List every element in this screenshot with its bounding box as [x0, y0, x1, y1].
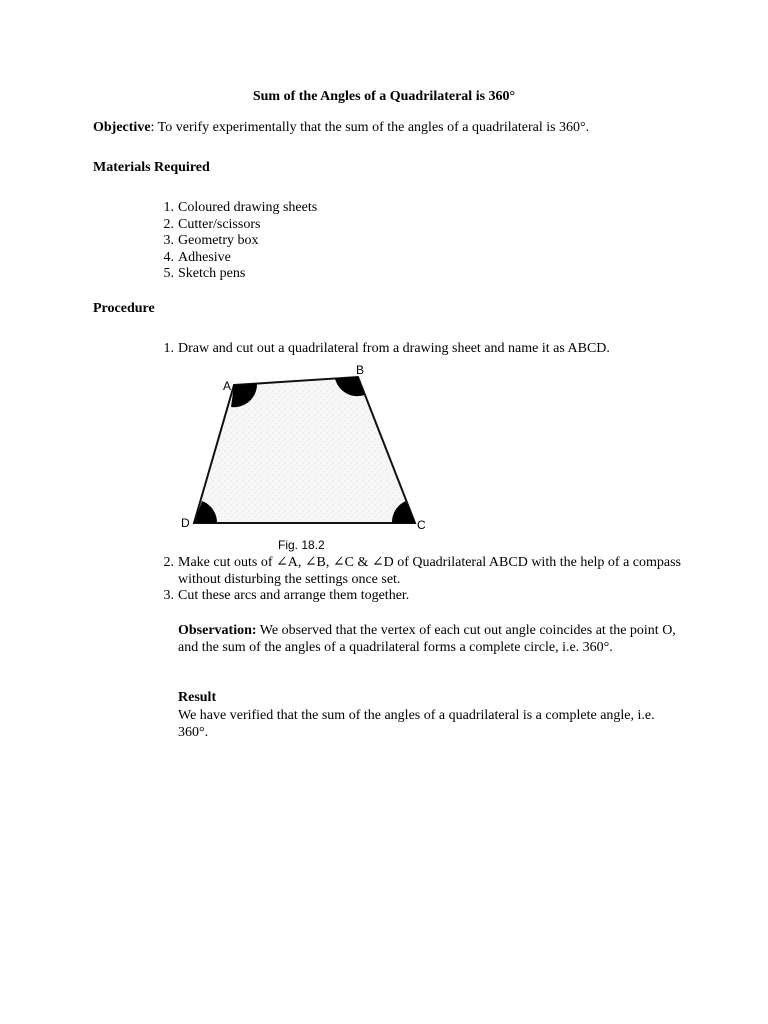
list-item: 1. Coloured drawing sheets	[163, 200, 318, 215]
vertex-label-d: D	[181, 516, 190, 530]
materials-list	[163, 200, 318, 283]
objective-text: : To verify experimentally that the sum of the angles of a quadrilateral is 360°.	[150, 120, 590, 135]
result-heading: Result	[178, 690, 217, 705]
observation-label: Observation:	[178, 623, 257, 638]
list-item: 4. Adhesive	[163, 249, 231, 265]
figure-caption: Fig. 18.2	[278, 538, 325, 552]
vertex-label-a: A	[223, 379, 232, 393]
result-text: We have verified that the sum of the angles of a quadrilateral is a complete angle, i.e. 360°.	[178, 708, 655, 740]
procedure-steps	[163, 555, 698, 605]
objective-label: Objective	[93, 120, 151, 135]
objective	[93, 120, 589, 137]
list-item: 3. Cut these arcs and arrange them together.	[163, 588, 410, 603]
observation-text: We observed that the vertex of each cut out angle coincides at the point O, and the sum of the angles of a quadrilateral forms a complete circle, i.e. 360°.	[178, 623, 676, 655]
quadrilateral-figure	[176, 360, 436, 554]
list-item: 2. Make cut outs of ∠A, ∠B, ∠C & ∠D of Quadrilateral ABCD with the help of a compass without disturbing the settings once set.	[163, 555, 682, 587]
page-title: Sum of the Angles of a Quadrilateral is 360°	[252, 89, 516, 104]
list-item: 5. Sketch pens	[163, 266, 246, 281]
list-item: 2. Cutter/scissors	[163, 216, 261, 232]
vertex-label-b: B	[356, 363, 365, 377]
observation-paragraph	[178, 623, 678, 656]
quadrilateral-shape	[194, 377, 415, 523]
materials-heading: Materials Required	[93, 160, 210, 175]
list-item: 3. Geometry box	[163, 233, 259, 248]
procedure-step-1	[163, 341, 698, 358]
list-item: 1. Draw and cut out a quadrilateral from a drawing sheet and name it as ABCD.	[163, 341, 610, 356]
procedure-heading: Procedure	[93, 301, 155, 316]
vertex-label-c: C	[417, 518, 426, 532]
